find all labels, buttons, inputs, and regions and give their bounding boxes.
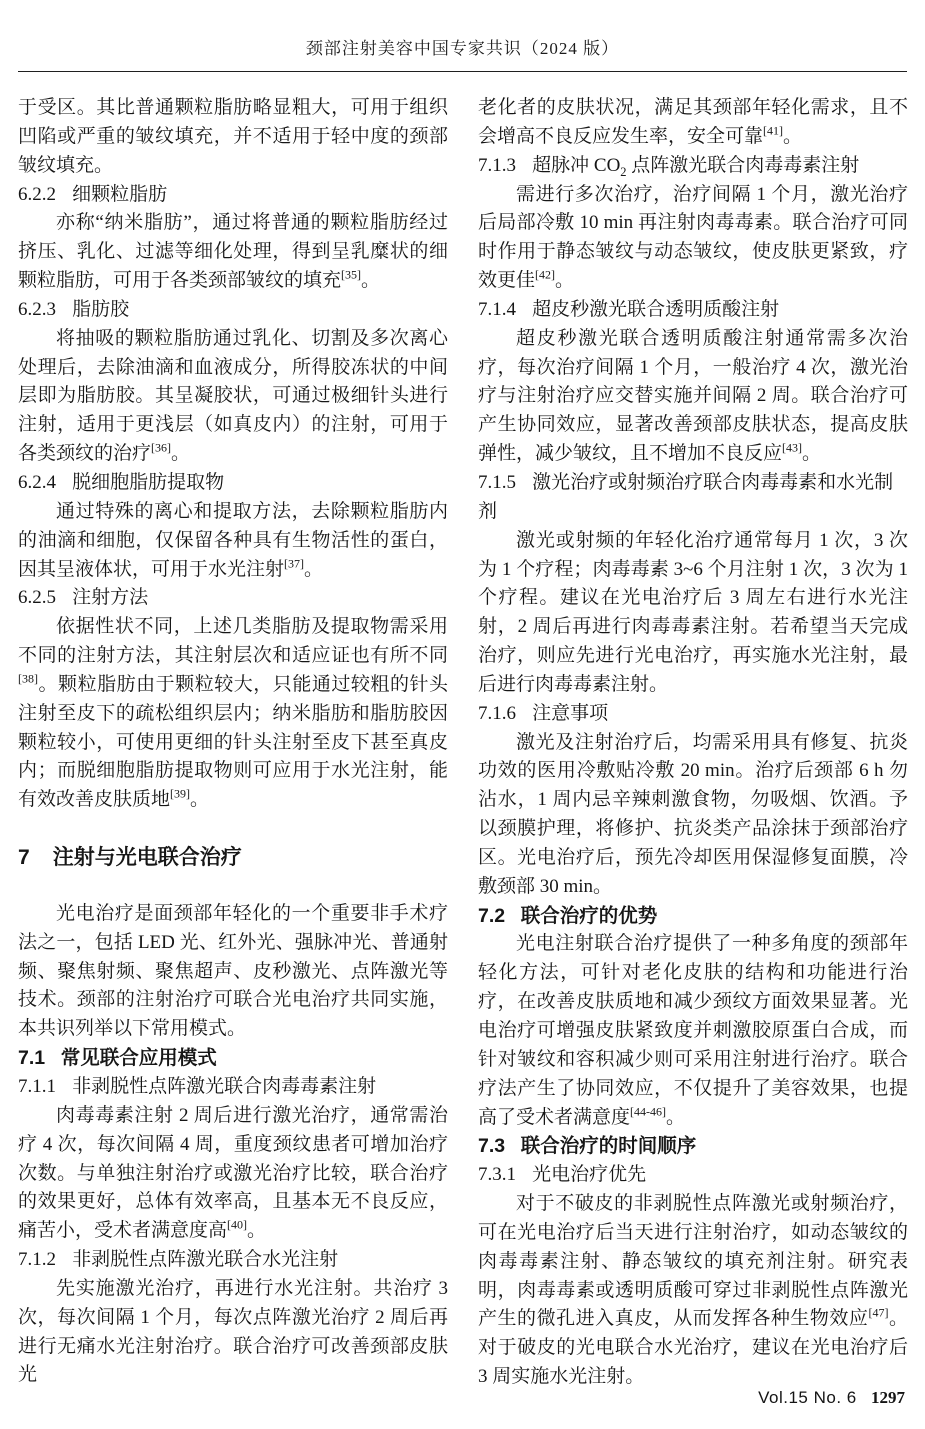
text-run: 。颗粒脂肪由于颗粒较大，只能通过较粗的针头注射至皮下的疏松组织层内；纳米脂肪和脂肪胶因颗粒较小，可使用更细的针头注射至皮下甚至真皮内；而脱细胞脂肪提取物则可应用于水光注射，能有效改善皮肤质地 <box>18 673 448 811</box>
paragraph <box>478 94 908 152</box>
text-run: 激光治疗或射频治疗联合肉毒毒素和水光制剂 <box>478 471 894 522</box>
text-run: 。 <box>361 270 381 292</box>
text-run: 光电治疗是面颈部年轻化的一个重要非手术疗法之一，包括 LED 光、红外光、强脉冲光、普通射频、聚焦射频、聚焦超声、皮秒激光、点阵激光等技术。颈部的注射治疗可联合光电治疗共同实施，本共识列举以下常用模式。 <box>18 902 448 1040</box>
text-run: 脂肪胶 <box>72 298 130 320</box>
two-column-content <box>0 94 925 1392</box>
section-number: 7.3 <box>478 1135 506 1158</box>
text-run: 先实施激光治疗，再进行水光注射。共治疗 3 次，每次间隔 1 个月，每次点阵激光治疗 2 周后再进行无痛水光注射治疗。联合治疗可改善颈部皮肤光 <box>18 1277 448 1386</box>
footer-page-number: 1297 <box>871 1388 905 1407</box>
section-heading-7.1.4 <box>478 296 908 325</box>
footer-issue-label: Vol.15 No. 6 <box>758 1388 857 1407</box>
text-run: 超皮秒激光联合透明质酸注射 <box>532 298 780 320</box>
section-number: 7.1.3 <box>478 154 516 176</box>
paragraph <box>18 1102 448 1246</box>
text-run: 肉毒毒素注射 2 周后进行激光治疗，通常需治疗 4 次，每次间隔 4 周，重度颈纹患者可增加治疗次数。与单独注射治疗或激光治疗比较，联合治疗的效果更好，总体有效率高，且基本无不良反应，痛苦小，受术者满意度高 <box>18 1104 448 1242</box>
section-heading-7.1 <box>18 1044 448 1073</box>
paragraph <box>478 729 908 902</box>
text-run: 。 <box>802 443 822 465</box>
text-run: 注意事项 <box>532 702 609 724</box>
paragraph <box>18 94 448 181</box>
text-run: 依据性状不同，上述几类脂肪及提取物需采用不同的注射方法，其注射层次和适应证也有所不同 <box>18 616 448 667</box>
text-run: 注射方法 <box>72 587 149 609</box>
text-run: 联合治疗的时间顺序 <box>520 1135 697 1158</box>
paragraph <box>18 900 448 1044</box>
section-heading-6.2.2 <box>18 181 448 210</box>
reference-marker: [43] <box>782 440 803 455</box>
text-run: 。 <box>171 443 191 465</box>
text-run: 通过特殊的离心和提取方法，去除颗粒脂肪内的油滴和细胞，仅保留各种具有生物活性的蛋白，因其呈液体状，可用于水光注射 <box>18 500 448 580</box>
section-number: 7.1.1 <box>18 1076 56 1097</box>
paragraph <box>478 181 908 296</box>
section-number: 7 <box>18 846 30 870</box>
section-heading-7.1.5 <box>478 469 908 527</box>
text-run: 非剥脱性点阵激光联合肉毒毒素注射 <box>72 1076 377 1097</box>
text-run: 脱细胞脂肪提取物 <box>72 471 225 493</box>
text-run: 联合治疗的优势 <box>520 904 658 927</box>
text-run: 点阵激光联合肉毒毒素注射 <box>626 154 860 176</box>
header-rule <box>18 71 907 72</box>
reference-marker: [36] <box>151 440 172 455</box>
paragraph <box>478 325 908 469</box>
journal-header-title: 颈部注射美容中国专家共识（2024 版） <box>305 39 620 58</box>
text-run: 。 <box>555 270 575 292</box>
text-run: 超脉冲 CO <box>532 154 621 176</box>
paragraph <box>18 1275 448 1390</box>
reference-marker: [40] <box>227 1217 248 1232</box>
text-run: 亦称“纳米脂肪”，通过将普通的颗粒脂肪经过挤压、乳化、过滤等细化处理，得到呈乳糜状的细颗粒脂肪，可用于各类颈部皱纹的填充 <box>18 212 448 292</box>
section-number: 7.1 <box>18 1047 46 1070</box>
section-number: 7.3.1 <box>478 1164 516 1186</box>
text-run: 将抽吸的颗粒脂肪通过乳化、切割及多次离心处理后，去除油滴和血液成分，所得胶冻状的中间层即为脂肪胶。其呈凝胶状，可通过极细针头进行注射，适用于更浅层（如真皮内）的注射，可用于各类颈纹的治疗 <box>18 327 448 465</box>
section-number: 7.2 <box>478 904 506 927</box>
page-header <box>0 0 925 72</box>
section-number: 6.2.2 <box>18 183 56 205</box>
section-heading-6.2.5 <box>18 584 448 613</box>
section-number: 6.2.5 <box>18 587 56 609</box>
text-run: 光电治疗优先 <box>532 1164 647 1186</box>
paragraph <box>18 209 448 296</box>
section-heading-7.1.1 <box>18 1073 448 1102</box>
section-heading-7.1.2 <box>18 1246 448 1275</box>
text-run: 常见联合应用模式 <box>60 1047 217 1070</box>
section-number: 6.2.3 <box>18 298 56 320</box>
text-run: 光电注射联合治疗提供了一种多角度的颈部年轻化方法，可针对老化皮肤的结构和功能进行治疗，在改善皮肤质地和减少颈纹方面效果显著。光电治疗可增强皮肤紧致度并刺激胶原蛋白合成，而针对皱纹和容积减少则可采用注射进行治疗。联合疗法产生了协同效应，不仅提升了美容效果，也提高了受术者满意度 <box>478 933 908 1128</box>
paragraph <box>478 930 908 1132</box>
reference-marker: [39] <box>170 786 191 801</box>
reference-marker: [41] <box>763 123 784 138</box>
text-run: 。 <box>247 1220 267 1242</box>
text-run: 。 <box>304 558 324 580</box>
section-number: 7.1.5 <box>478 471 516 493</box>
paragraph <box>18 613 448 815</box>
text-run: 激光或射频的年轻化治疗通常每月 1 次，3 次为 1 个疗程；肉毒毒素 3~6 个月注射 1 次，3 次为 1 个疗程。建议在光电治疗后 3 周左右进行水光注射，2 周后再进行肉毒毒素注射。若希望当天完成治疗，则应先进行光电治疗，再实施水光注射，最后进行肉毒毒素注射。 <box>478 529 908 695</box>
reference-marker: [38] <box>18 671 38 686</box>
text-run: 激光及注射治疗后，均需采用具有修复、抗炎功效的医用冷敷贴冷敷 20 min。治疗后颈部 6 h 勿沾水，1 周内忌辛辣刺激食物，勿吸烟、饮酒。予以颈膜护理，将修护、抗炎类产品涂抹于颈部治疗区。光电治疗后，预先冷却医用保湿修复面膜，冷敷颈部 30 min。 <box>478 731 908 897</box>
text-run: 注射与光电联合治疗 <box>52 846 242 870</box>
section-number: 7.1.6 <box>478 702 516 724</box>
text-run: 需进行多次治疗，治疗间隔 1 个月，激光治疗后局部冷敷 10 min 再注射肉毒毒素。联合治疗可同时作用于静态皱纹与动态皱纹，使皮肤更紧致，疗效更佳 <box>478 183 908 292</box>
paragraph <box>478 1190 908 1392</box>
reference-marker: [35] <box>341 267 362 282</box>
page-footer <box>758 1388 905 1408</box>
section-heading-7.3 <box>478 1132 908 1161</box>
text-run: 。 <box>666 1106 686 1128</box>
text-run: 。 <box>190 789 210 811</box>
subscript-text: 2 <box>620 164 627 179</box>
text-run: 非剥脱性点阵激光联合水光注射 <box>72 1249 339 1271</box>
column-left <box>18 94 448 1392</box>
section-heading-6.2.4 <box>18 469 448 498</box>
section-number: 7.1.2 <box>18 1249 56 1271</box>
text-run: 超皮秒激光联合透明质酸注射通常需多次治疗，每次治疗间隔 1 个月，一般治疗 4 次，激光治疗与注射治疗应交替实施并间隔 2 周。联合治疗可产生协同效应，显著改善颈部皮肤状态，提高皮肤弹性，减少皱纹，且不增加不良反应 <box>478 327 908 465</box>
text-run: 对于不破皮的非剥脱性点阵激光或射频治疗，可在光电治疗后当天进行注射治疗，如动态皱纹的肉毒毒素注射、静态皱纹的填充剂注射。研究表明，肉毒毒素或透明质酸可穿过非剥脱性点阵激光产生的微孔进入真皮，从而发挥各种生物效应 <box>478 1193 908 1330</box>
paragraph <box>478 527 908 700</box>
reference-marker: [42] <box>535 267 556 282</box>
reference-marker: [44-46] <box>630 1104 667 1119</box>
section-heading-7.3.1 <box>478 1161 908 1190</box>
reference-marker: [37] <box>284 556 305 571</box>
text-run: 。对于破皮的光电联合水光治疗，建议在光电治疗后 3 周实施水光注射。 <box>478 1308 908 1388</box>
section-heading-7 <box>18 844 448 873</box>
text-run: 细颗粒脂肪 <box>72 183 168 205</box>
text-run: 老化者的皮肤状况，满足其颈部年轻化需求，且不会增高不良反应发生率，安全可靠 <box>478 97 908 147</box>
section-heading-7.1.3 <box>478 152 908 181</box>
paragraph <box>18 325 448 469</box>
text-run: 。 <box>783 125 803 147</box>
section-heading-7.1.6 <box>478 700 908 729</box>
text-run: 于受区。其比普通颗粒脂肪略显粗大，可用于组织凹陷或严重的皱纹填充，并不适用于轻中度的颈部皱纹填充。 <box>18 97 448 176</box>
paragraph <box>18 498 448 585</box>
section-number: 6.2.4 <box>18 471 56 493</box>
section-heading-6.2.3 <box>18 296 448 325</box>
column-right <box>478 94 908 1392</box>
section-heading-7.2 <box>478 902 908 931</box>
reference-marker: [47] <box>868 1306 889 1321</box>
section-number: 7.1.4 <box>478 298 516 320</box>
